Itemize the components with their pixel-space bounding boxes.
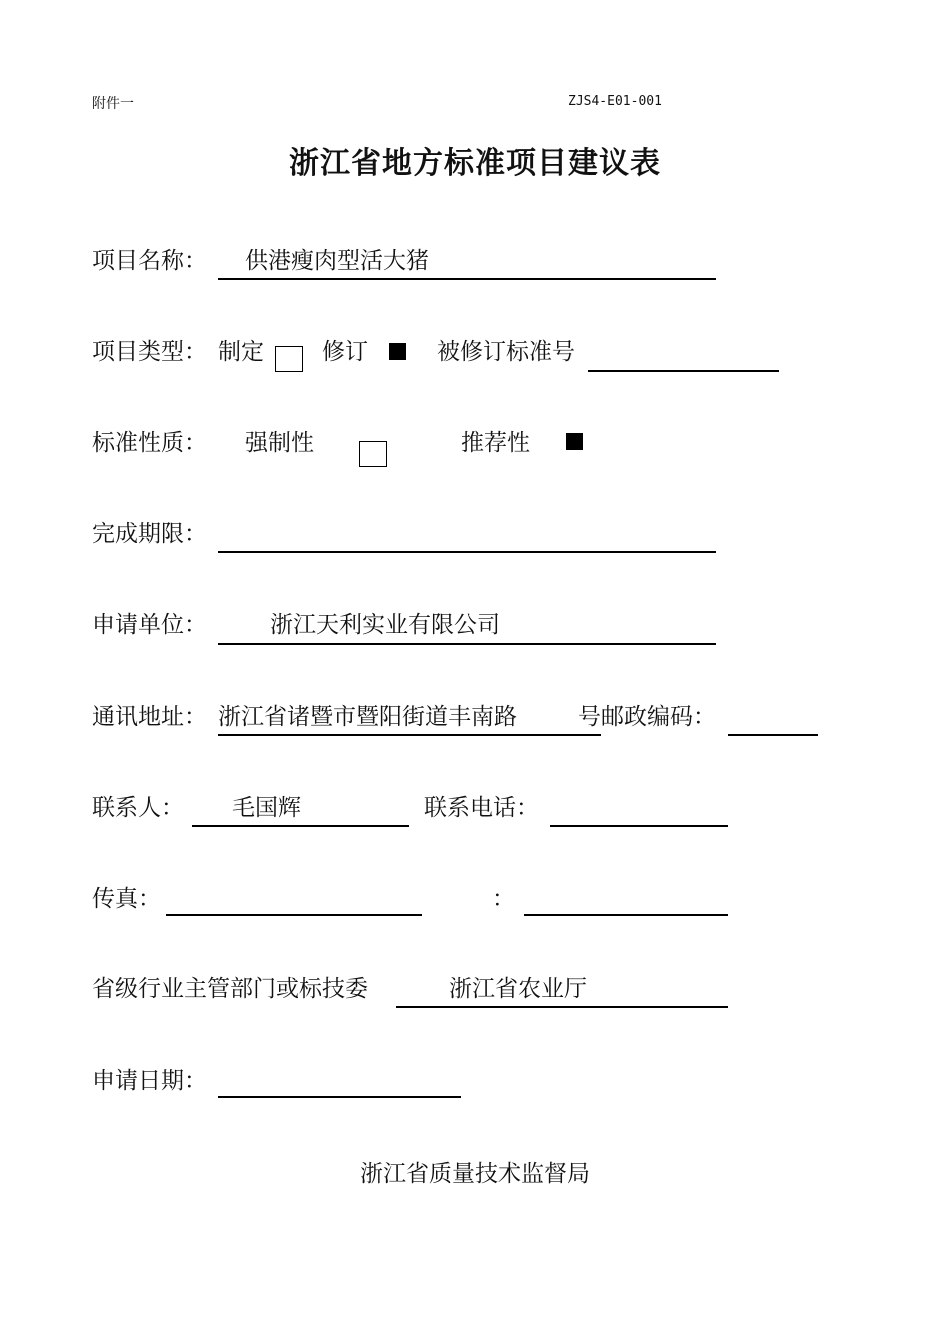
project-name-value[interactable]: 供港瘦肉型活大猪	[245, 248, 429, 274]
applicant-value[interactable]: 浙江天利实业有限公司	[270, 612, 500, 638]
deadline-label: 完成期限：	[92, 521, 207, 547]
nature-recommended-label: 推荐性	[461, 430, 530, 456]
applicant-underline	[218, 643, 716, 645]
contact-underline	[192, 825, 409, 827]
contact-label: 联系人：	[92, 795, 184, 821]
postcode-field[interactable]	[728, 734, 818, 736]
nature-label: 标准性质：	[92, 430, 207, 456]
date-label: 申请日期：	[92, 1068, 207, 1094]
address-label: 通讯地址：	[92, 704, 207, 730]
type-establish-checkbox[interactable]	[275, 346, 303, 372]
type-revise-checkbox[interactable]	[389, 343, 406, 360]
project-name-label: 项目名称：	[92, 248, 207, 274]
authority-underline	[396, 1006, 728, 1008]
page-title: 浙江省地方标准项目建议表	[289, 146, 661, 181]
fax-field[interactable]	[166, 914, 422, 916]
authority-label: 省级行业主管部门或标技委	[92, 976, 368, 1002]
nature-recommended-checkbox[interactable]	[566, 433, 583, 450]
nature-mandatory-checkbox[interactable]	[359, 441, 387, 467]
address-underline	[218, 734, 601, 736]
revised-standard-field[interactable]	[588, 370, 779, 372]
authority-value[interactable]: 浙江省农业厅	[449, 976, 587, 1002]
deadline-field[interactable]	[218, 551, 716, 553]
address-value[interactable]: 浙江省诸暨市暨阳街道丰南路	[218, 704, 517, 730]
postcode-label: 号邮政编码：	[578, 704, 716, 730]
applicant-label: 申请单位：	[92, 612, 207, 638]
nature-mandatory-label: 强制性	[245, 430, 314, 456]
document-code: ZJS4-E01-001	[568, 94, 662, 109]
fax-label: 传真：	[92, 886, 161, 912]
project-type-label: 项目类型：	[92, 339, 207, 365]
attachment-label: 附件一	[92, 96, 134, 112]
revised-standard-label: 被修订标准号	[437, 339, 575, 365]
contact-value[interactable]: 毛国辉	[232, 795, 301, 821]
phone-label: 联系电话：	[424, 795, 539, 821]
secondary-field[interactable]	[524, 914, 728, 916]
project-name-underline	[218, 278, 716, 280]
issuing-authority: 浙江省质量技术监督局	[360, 1161, 590, 1187]
date-field[interactable]	[218, 1096, 461, 1098]
phone-field[interactable]	[550, 825, 728, 827]
type-establish-label: 制定	[218, 339, 264, 365]
type-revise-label: 修订	[322, 339, 368, 365]
secondary-label: ：	[492, 886, 515, 912]
